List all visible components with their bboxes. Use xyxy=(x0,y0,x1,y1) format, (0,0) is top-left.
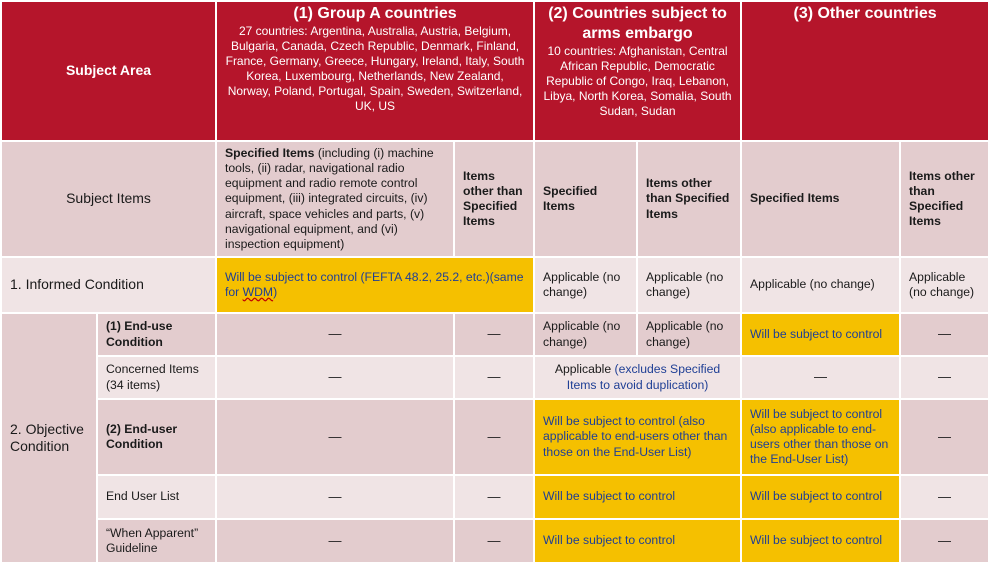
informed-other-specified: Applicable (no change) xyxy=(741,257,900,313)
end-user-list-row xyxy=(1,475,988,519)
subject-area-header: Subject Area xyxy=(1,1,216,141)
informed-other-other: Applicable (no change) xyxy=(900,257,988,313)
embargo-title: (2) Countries subject to arms embargo xyxy=(548,5,727,42)
when-apparent-group-a-specified: — xyxy=(216,519,454,563)
end-user-label: (2) End-user Condition xyxy=(97,399,216,475)
group-a-specified-items xyxy=(216,141,454,257)
subject-items-row xyxy=(1,141,988,257)
end-user-list-embargo: Will be subject to control xyxy=(534,475,741,519)
end-user-list-group-a-other: — xyxy=(454,475,534,519)
end-use-group-a-other: — xyxy=(454,313,534,356)
end-user-list-other-specified: Will be subject to control xyxy=(741,475,900,519)
informed-embargo-specified: Applicable (no change) xyxy=(534,257,637,313)
when-apparent-label: “When Apparent” Guideline xyxy=(97,519,216,563)
end-use-label: (1) End-use Condition xyxy=(97,313,216,356)
embargo-other-items: Items other than Specified Items xyxy=(637,141,741,257)
group-a-other-items: Items other than Specified Items xyxy=(454,141,534,257)
group-a-countries: 27 countries: Argentina, Australia, Austria, Belgium, Bulgaria, Canada, Czech Republic, Denmark, Finland, France, Germany, Greece, Hungary, Ireland, Italy, South Korea, Luxembourg, Netherlands, New Zealand, Norway, Poland, Portugal, Spain, Sweden, Switzerland, UK, US xyxy=(225,24,525,113)
objective-condition-label: 2. Objective Condition xyxy=(1,313,97,563)
concerned-group-a-other: — xyxy=(454,356,534,399)
embargo-specified-items: Specified Items xyxy=(534,141,637,257)
end-use-row xyxy=(1,313,988,356)
when-apparent-row xyxy=(1,519,988,563)
end-use-embargo-specified: Applicable (no change) xyxy=(534,313,637,356)
group-a-specified-items-detail: (including (i) machine tools, (ii) radar, navigational radio equipment and radio remote control equipment, (iii) integrated circuits, (iv) aircraft, space vehicles and parts, (v) navigational equipment, and (vi) inspection equipment) xyxy=(225,145,434,252)
when-apparent-other-other: — xyxy=(900,519,988,563)
other-specified-items: Specified Items xyxy=(741,141,900,257)
other-title: (3) Other countries xyxy=(793,5,937,22)
concerned-group-a-specified: — xyxy=(216,356,454,399)
embargo-countries: 10 countries: Afghanistan, Central African Republic, Democratic Republic of Congo, Iraq, Lebanon, Libya, North Korea, Somalia, South Sudan, Sudan xyxy=(543,44,732,118)
informed-condition-label: 1. Informed Condition xyxy=(1,257,216,313)
when-apparent-embargo: Will be subject to control xyxy=(534,519,741,563)
group-a-header xyxy=(216,1,534,141)
other-header xyxy=(741,1,988,141)
end-use-other-other: — xyxy=(900,313,988,356)
group-a-title: (1) Group A countries xyxy=(293,5,457,22)
group-a-specified-items-bold: Specified Items xyxy=(225,145,315,160)
end-user-embargo: Will be subject to control (also applicable to end-users other than those on the End-User List) xyxy=(534,399,741,475)
embargo-header xyxy=(534,1,741,141)
end-use-embargo-other: Applicable (no change) xyxy=(637,313,741,356)
wdm-term: WDM xyxy=(242,285,274,299)
end-user-other-specified: Will be subject to control (also applicable to end-users other than those on the End-User List) xyxy=(741,399,900,475)
concerned-items-row xyxy=(1,356,988,399)
concerned-embargo-cell xyxy=(534,356,741,399)
concerned-note: (excludes Specified Items to avoid duplication) xyxy=(566,362,721,392)
end-user-other-other: — xyxy=(900,399,988,475)
concerned-other-other: — xyxy=(900,356,988,399)
end-use-group-a-specified: — xyxy=(216,313,454,356)
end-user-group-a-other: — xyxy=(454,399,534,475)
end-use-other-specified: Will be subject to control xyxy=(741,313,900,356)
header-row xyxy=(1,1,988,141)
informed-group-a-text: Will be subject to control (FEFTA 48.2, 25.2, etc.)(same for xyxy=(225,269,524,299)
concerned-applicable: Applicable xyxy=(554,362,612,377)
informed-embargo-other: Applicable (no change) xyxy=(637,257,741,313)
informed-group-a-cell xyxy=(216,257,534,313)
end-user-list-label: End User List xyxy=(97,475,216,519)
subject-items-label: Subject Items xyxy=(1,141,216,257)
informed-condition-row xyxy=(1,257,988,313)
concerned-other-specified: — xyxy=(741,356,900,399)
informed-group-a-close: ) xyxy=(273,285,278,299)
end-user-group-a-specified: — xyxy=(216,399,454,475)
end-user-row xyxy=(1,399,988,475)
end-user-list-group-a-specified: — xyxy=(216,475,454,519)
when-apparent-other-specified: Will be subject to control xyxy=(741,519,900,563)
end-user-list-other-other: — xyxy=(900,475,988,519)
concerned-items-label: Concerned Items (34 items) xyxy=(97,356,216,399)
other-other-items: Items other than Specified Items xyxy=(900,141,988,257)
when-apparent-group-a-other: — xyxy=(454,519,534,563)
